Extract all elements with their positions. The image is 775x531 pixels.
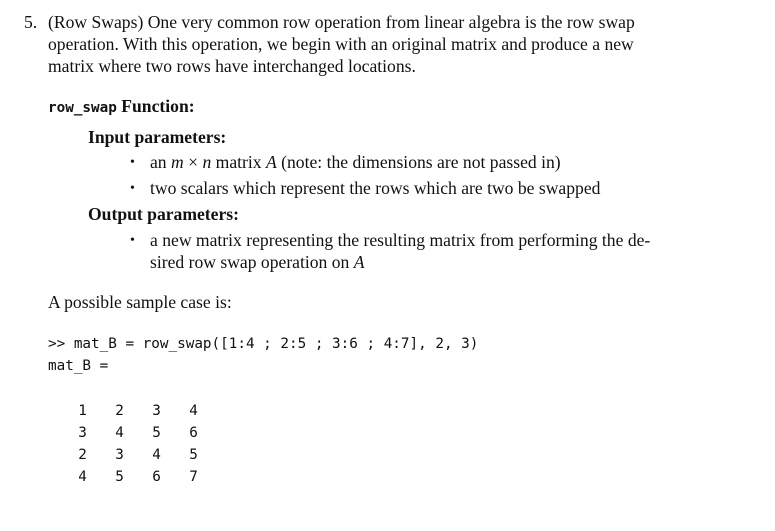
- output-item-line-2: sired row swap operation on A: [150, 252, 365, 272]
- matrix-cell: 4: [189, 403, 198, 419]
- math-a: A: [353, 252, 365, 272]
- problem-line-3: matrix where two rows have interchanged locations.: [48, 56, 416, 76]
- matrix-row: [64, 422, 212, 444]
- matrix-cell: 6: [152, 469, 161, 485]
- output-item-matrix: [150, 229, 650, 273]
- matrix-cell: 6: [189, 425, 198, 441]
- sample-command: >> mat_B = row_swap([1:4 ; 2:5 ; 3:6 ; 4:7], 2, 3): [48, 336, 479, 352]
- problem-line-2: operation. With this operation, we begin with an original matrix and produce a new: [48, 34, 634, 54]
- sample-intro: A possible sample case is:: [48, 292, 232, 312]
- function-name: row_swap: [48, 100, 117, 116]
- matrix-cell: 4: [115, 425, 124, 441]
- problem-number: 5.: [24, 12, 38, 32]
- matrix-cell: 2: [78, 447, 87, 463]
- bullet-icon: •: [130, 181, 135, 196]
- matrix-cell: 2: [115, 403, 124, 419]
- matrix-cell: 5: [152, 425, 161, 441]
- matrix-row: [64, 400, 212, 422]
- problem-text: [48, 11, 728, 77]
- math-a: A: [266, 152, 277, 172]
- matrix-cell: 1: [78, 403, 87, 419]
- matrix-cell: 3: [152, 403, 161, 419]
- result-matrix: [64, 400, 212, 488]
- matrix-cell: 4: [78, 469, 87, 485]
- math-m: m: [171, 152, 184, 172]
- matrix-cell: 7: [189, 469, 198, 485]
- function-heading-suffix: Function:: [116, 96, 195, 116]
- bullet-icon: •: [130, 233, 135, 248]
- output-parameters-heading: Output parameters:: [88, 204, 239, 224]
- matrix-cell: 3: [115, 447, 124, 463]
- matrix-cell: 5: [189, 447, 198, 463]
- matrix-cell: 3: [78, 425, 87, 441]
- matrix-cell: 5: [115, 469, 124, 485]
- problem-line-1: (Row Swaps) One very common row operation from linear algebra is the row swap: [48, 12, 635, 32]
- sample-output-label: mat_B =: [48, 358, 109, 374]
- input-item-matrix: an m × n matrix A (note: the dimensions are not passed in): [150, 152, 561, 172]
- matrix-cell: 4: [152, 447, 161, 463]
- input-parameters-heading: Input parameters:: [88, 127, 227, 147]
- matrix-row: [64, 466, 212, 488]
- bullet-icon: •: [130, 155, 135, 170]
- matrix-row: [64, 444, 212, 466]
- output-item-line-1: a new matrix representing the resulting matrix from performing the de-: [150, 230, 651, 250]
- input-item-scalars: two scalars which represent the rows which are two be swapped: [150, 178, 601, 198]
- function-heading: [48, 95, 195, 119]
- math-n: n: [202, 152, 212, 172]
